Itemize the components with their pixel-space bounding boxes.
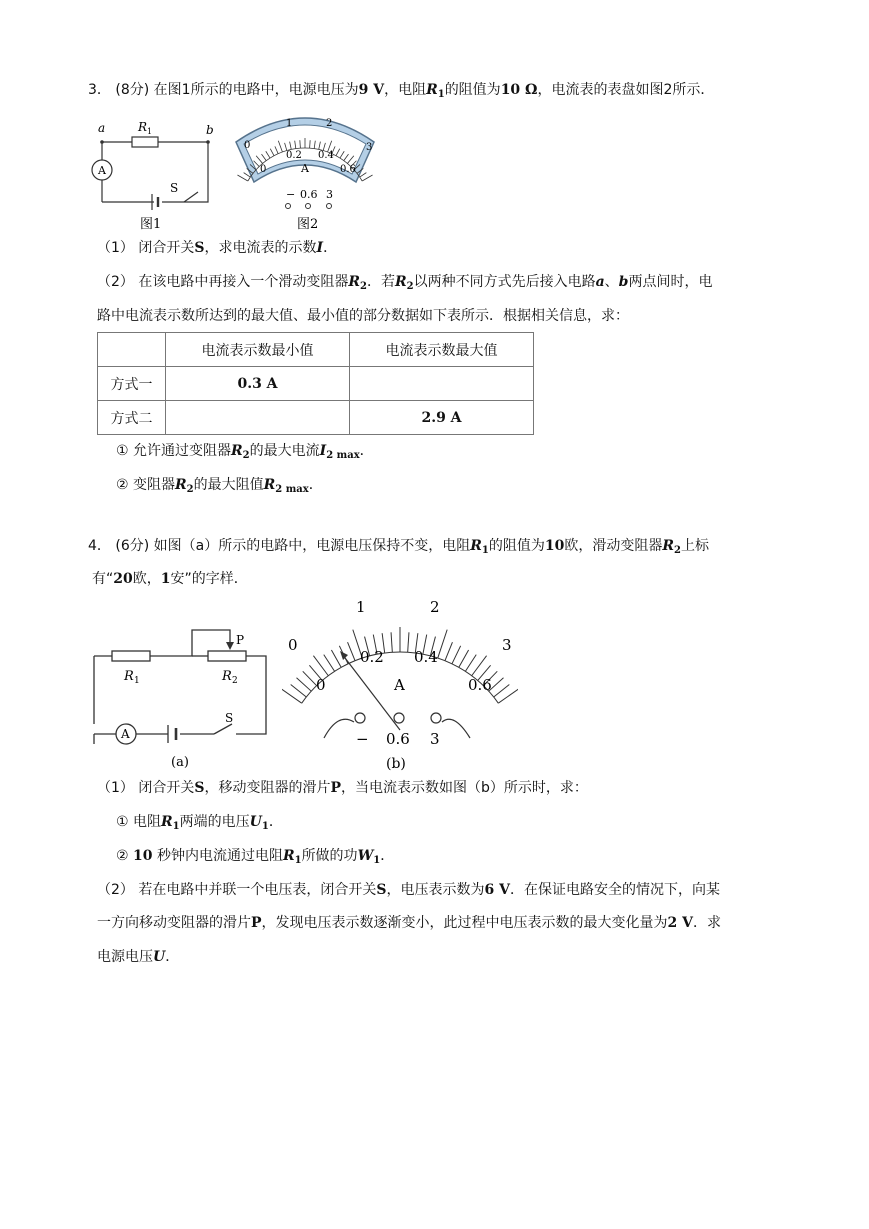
q3-part1-var-i: I [316,240,324,256]
figb-lower-tick-1: 0.2 [360,648,384,666]
q4-part2-var-u: U [153,949,166,965]
dial-tick [331,650,341,667]
q3-sub1-r2-sub: 2 [242,450,250,461]
q3-part2-r2: R [394,274,407,290]
q4-part2-switch: S [376,882,387,898]
q4-intro-text: 上标 [680,538,709,554]
table-cell: 方式二 [98,401,166,435]
fig2-lower-tick-2: 0.4 [318,150,334,161]
q4-sub1-end: ． [268,814,283,830]
dial-tick [465,655,476,672]
dial-tick [310,140,311,148]
dial-tick [297,678,312,691]
q3-part2-line2 [97,306,629,326]
q3-number: 3． [88,82,111,98]
q4-intro-text: 有“ [92,571,114,587]
q3-part2-line2-text: 路中电流表示数所达到的最大值、最小值的部分数据如下表所示．根据相关信息，求： [97,308,629,324]
q4-sub2-r1-sub: 1 [294,855,302,866]
table-cell [350,367,534,401]
q4-rating-ohms: 20 [113,571,133,587]
figb-lower-tick-3: 0.6 [468,676,492,694]
figb-lower-tick-2: 0.4 [414,648,438,666]
q4-sub1-text: 电阻 [133,814,162,830]
q4-r1-value: 10 [544,538,565,554]
dial-tick [445,642,452,661]
dial-tick [300,140,301,148]
q4-score: (6分) [115,538,150,554]
q3-part2-point-a: a [595,274,605,290]
fig2-upper-tick-1: 1 [286,118,293,129]
figa-label-r1: R [124,669,134,684]
q4-part1-text: ，移动变阻器的滑片 [204,780,331,796]
fig1-caption: 图1 [140,217,162,232]
q4-part2-end: ． [165,949,180,965]
q3-sub1-var: I [319,443,327,459]
q3-sub1-var-sub: 2 max [326,450,360,461]
q3-intro-text: 的阻值为 [444,82,501,98]
q4-intro-text: 的阻值为 [488,538,545,554]
q3-figure-2-ammeter-dial [230,102,380,232]
q3-sub1 [116,441,374,466]
q3-part2-line1 [97,272,712,297]
q3-data-table [97,332,534,435]
q3-sub2-end: ． [308,477,323,493]
fig1-ammeter-label: A [98,164,106,177]
q4-intro-text: 如图（a）所示的电路中，电源电压保持不变，电阻 [153,538,471,554]
q4-part1-slider-p: P [330,780,342,796]
q4-part2-delta-v: 2 V [667,915,694,931]
q4-part2-text: 电源电压 [97,949,153,965]
q4-sub2-r1: R [282,848,295,864]
q4-part1-num: （1） [97,780,134,796]
fig2-upper-tick-3: 3 [366,142,373,153]
q4-intro-line2 [92,569,248,589]
fig2-lower-tick-1: 0.2 [286,150,302,161]
q3-sub2-var-sub: 2 max [275,484,309,495]
q4-sub1-r1: R [161,814,173,830]
q4-part1-switch: S [194,780,205,796]
q3-sub2-r2-sub: 2 [186,484,194,495]
q3-part1-end: ． [323,240,338,256]
figb-terminal-neg: − [356,730,369,748]
q4-part2-text: ，电压表示数为 [386,882,485,898]
table-row [98,401,534,435]
table-cell: 0.3 A [166,367,350,401]
table-header-cell: 电流表示数最大值 [350,333,534,367]
fig2-lower-tick-3: 0.6 [340,164,356,175]
q4-sub1-var-sub: 1 [261,821,269,832]
table-header-cell: 电流表示数最小值 [166,333,350,367]
fig2-unit: A [301,162,309,175]
table-row [98,367,534,401]
q3-part1 [97,238,337,258]
dial-tick [303,671,317,685]
q3-sub2-var: R [263,477,276,493]
q3-part2-point-b: b [618,274,629,290]
dial-tick [391,632,392,652]
dial-tick [237,175,247,181]
q3-sub2-marker: ② [116,477,129,493]
q3-part2-text: 在该电路中再接入一个滑动变阻器 [138,274,349,290]
q4-number: 4． [88,538,111,554]
q3-sub2-text: 的最大阻值 [193,477,264,493]
q4-sub2-marker: ② [116,848,129,864]
q3-intro-text: 在图1所示的电路中，电源电压为 [153,82,359,98]
dial-tick [438,630,447,658]
q4-part2-text: ，发现电压表示数逐渐变小，此过程中电压表示数的最大变化量为 [261,915,668,931]
figb-unit: A [394,676,405,694]
table-cell [166,401,350,435]
table-cell: 2.9 A [350,401,534,435]
q3-part2-r2: R [348,274,361,290]
q3-sub1-text: 允许通过变阻器 [133,443,232,459]
figa-label-r2-sub: 2 [232,676,238,686]
figa-ammeter-label: A [121,727,130,741]
q4-part2-text: 一方向移动变阻器的滑片 [97,915,251,931]
q3-part2-text: ．若 [366,274,395,290]
q4-part2-line1 [97,880,720,900]
q3-part2-r2-sub: 2 [360,281,367,292]
q3-part1-text: 闭合开关 [138,240,195,256]
fig2-terminal-neg: − [286,188,296,201]
figb-upper-tick-0: 0 [288,636,298,654]
fig2-terminal-3: 3 [326,188,333,201]
q4-sub1 [116,812,283,837]
q3-figure-1-circuit [88,112,223,232]
q3-voltage: 9 V [358,82,385,98]
q4-figure-b-ammeter-dial [282,594,518,772]
q3-sub2-r2: R [175,477,187,493]
dial-tick [459,650,469,667]
dial-tick [282,686,302,703]
table-header-row [98,333,534,367]
q4-sub2-text: 所做的功 [301,848,358,864]
q4-sub2-end: ． [380,848,395,864]
q4-part2-text: 若在电路中并联一个电压表，闭合开关 [138,882,377,898]
q4-part1-text: ，当电流表示数如图（b）所示时，求： [341,780,588,796]
fig2-caption: 图2 [297,217,319,232]
q3-r1-sub: 1 [437,89,445,100]
q3-part2-num: （2） [97,274,134,290]
q4-sub2-seconds: 10 [133,848,153,864]
q3-part2-sep: 、 [604,274,619,290]
q4-r2-sub: 2 [673,545,681,556]
fig1-label-a: a [98,121,106,135]
fig2-lower-tick-0: 0 [260,164,267,175]
q3-sub1-r2: R [231,443,243,459]
dial-tick [348,642,355,661]
figa-label-r2: R [222,669,232,684]
q4-part2-num: （2） [97,882,134,898]
fig2-terminal-06: 0.6 [300,188,318,201]
q3-sub2 [116,475,323,500]
figb-upper-tick-2: 2 [430,598,440,616]
fig2-upper-tick-0: 0 [244,140,251,151]
fig1-label-b: b [206,123,214,137]
q4-part2-text: ．求 [693,915,722,931]
figa-label-p: P [236,633,245,647]
q4-figure-a-circuit [88,622,273,770]
q3-part2-text: 以两种不同方式先后接入电路 [413,274,596,290]
q4-r1-sub: 1 [481,545,489,556]
q4-part2-line3 [97,947,179,967]
table-header-cell [98,333,166,367]
q3-part2-r2-sub: 2 [406,281,414,292]
q4-sub2-text: 秒钟内电流通过电阻 [156,848,283,864]
q4-r1: R [470,538,482,554]
dial-tick [408,632,409,652]
dial-tick [452,646,461,664]
q4-part1 [97,778,588,798]
q4-part1-text: 闭合开关 [138,780,195,796]
q4-sub2-var: W [357,848,374,864]
q4-intro-text: 欧， [132,571,161,587]
figb-upper-tick-1: 1 [356,598,366,616]
dial-tick [291,685,307,697]
q4-intro-line1 [88,536,709,561]
figa-caption: (a) [171,755,189,770]
dial-tick [498,686,518,703]
q3-sub1-text: 的最大电流 [249,443,320,459]
figa-switch-label: S [225,711,234,725]
table-cell: 方式一 [98,367,166,401]
q3-part1-switch: S [194,240,205,256]
q4-sub1-marker: ① [116,814,129,830]
dial-tick [362,175,372,181]
q4-r2: R [662,538,674,554]
q4-intro-text: 欧，滑动变阻器 [564,538,663,554]
q3-intro [88,80,714,105]
figa-label-r1-sub: 1 [134,676,140,686]
q3-part1-text: ，求电流表的示数 [204,240,317,256]
q3-sub1-marker: ① [116,443,129,459]
figb-upper-tick-3: 3 [502,636,512,654]
q3-score: (8分) [115,82,150,98]
dial-tick [494,685,510,697]
q3-resistance: 10 Ω [500,82,538,98]
q4-part2-line2 [97,913,721,933]
q4-part2-slider-p: P [251,915,262,931]
q4-sub2 [116,846,394,871]
fig1-label-r-sub: 1 [147,127,153,136]
q3-intro-text: ，电阻 [384,82,427,98]
q3-sub1-end: ． [359,443,374,459]
fig1-label-r: R [138,120,148,134]
q3-r1: R [426,82,438,98]
fig2-upper-tick-2: 2 [326,118,333,129]
q4-rating-amps: 1 [160,571,171,587]
dial-tick [324,655,335,672]
q3-part2-text: 两点间时，电 [628,274,713,290]
q4-intro-text: 安”的字样． [170,571,248,587]
figb-lower-tick-0: 0 [316,676,326,694]
q4-part2-text: ．在保证电路安全的情况下，向某 [509,882,720,898]
q4-sub1-text: 两端的电压 [179,814,250,830]
figb-terminal-3: 3 [430,730,440,748]
q4-part2-voltage: 6 V [484,882,510,898]
figb-terminal-06: 0.6 [386,730,410,748]
q4-sub2-var-sub: 1 [373,855,381,866]
q4-sub1-var: U [249,814,262,830]
q3-part1-num: （1） [97,240,134,256]
q3-sub2-text: 变阻器 [133,477,176,493]
q3-intro-text: ，电流表的表盘如图2所示． [537,82,715,98]
q4-sub1-r1-sub: 1 [172,821,180,832]
figb-caption: (b) [386,756,406,772]
fig1-switch-label: S [170,181,179,195]
